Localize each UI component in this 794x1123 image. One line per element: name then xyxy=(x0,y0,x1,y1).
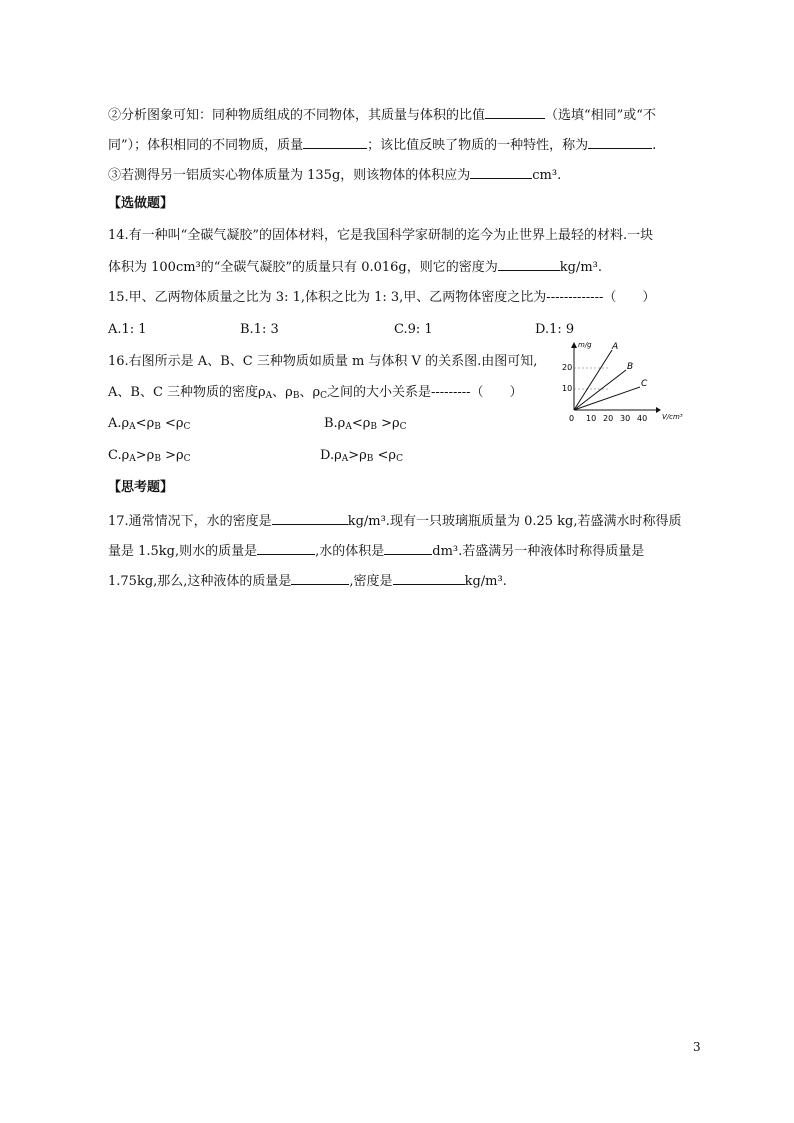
q16-text: A、B、C 三种物质的密度ρ xyxy=(108,385,266,400)
q13-text: cm³. xyxy=(532,168,562,183)
q13-text: 同”）；体积相同的不同物质，质量 xyxy=(108,138,304,153)
subscript: A xyxy=(345,422,352,432)
q13-text: ②分析图象可知：同种物质组成的不同物体，其质量与体积的比值 xyxy=(108,108,486,123)
subscript: B xyxy=(154,454,161,464)
subscript: C xyxy=(399,422,407,432)
line-b-label: B xyxy=(627,362,634,372)
answer-blank[interactable] xyxy=(384,540,432,555)
q14-text: 体积为 100cm³的“全碳气凝胶”的质量只有 0.016g，则它的密度为 xyxy=(108,260,498,275)
option-text: <ρ xyxy=(373,448,397,463)
section-heading-think: 【思考题】 xyxy=(108,480,174,495)
x-tick-label: 0 xyxy=(569,414,575,423)
option-text: A.ρ xyxy=(108,416,130,431)
option-text: >ρ xyxy=(348,448,367,463)
x-tick-label: 20 xyxy=(603,414,614,423)
subscript: C xyxy=(183,454,191,464)
x-tick-label: 40 xyxy=(637,414,648,423)
q16-text: 、ρ xyxy=(299,385,321,400)
q13-text: ③若测得另一铝质实心物体质量为 135g，则该物体的体积应为 xyxy=(108,168,471,183)
subscript: C xyxy=(183,422,191,432)
subscript: B xyxy=(370,422,377,432)
subscript: C xyxy=(320,391,327,401)
option-text: <ρ xyxy=(135,416,155,431)
subscript: A xyxy=(341,454,349,464)
q13-part2-line1 xyxy=(108,104,656,126)
q15-option-b[interactable]: B.1: 3 xyxy=(240,322,279,337)
q17-text: kg/m³. xyxy=(464,574,507,589)
q17-line3 xyxy=(108,570,507,592)
line-b xyxy=(574,370,626,410)
answer-blank[interactable] xyxy=(257,540,315,555)
answer-blank[interactable] xyxy=(498,256,560,271)
q15-stem: 15.甲、乙两物体质量之比为 3: 1,体积之比为 1: 3,甲、乙两物体密度之比为-------------（ ） xyxy=(108,290,656,305)
q13-text: . xyxy=(652,138,657,153)
q17-text: kg/m³.现有一只玻璃瓶质量为 0.25 kg,若盛满水时称得质 xyxy=(347,514,682,529)
option-text: B.ρ xyxy=(324,416,346,431)
subscript: C xyxy=(396,454,403,464)
answer-blank[interactable] xyxy=(291,570,349,585)
q15-option-d[interactable]: D.1: 9 xyxy=(535,322,575,337)
answer-blank[interactable] xyxy=(485,104,545,119)
q13-part3-line xyxy=(108,164,561,186)
q16-option-d[interactable] xyxy=(320,446,403,469)
q14-line1: 14.有一种叫“全碳气凝胶”的固体材料，它是我国科学家研制的迄今为止世界上最轻的材料.一块 xyxy=(108,228,654,243)
option-text: C.ρ xyxy=(108,448,130,463)
section-heading-optional: 【选做题】 xyxy=(108,196,174,211)
subscript: A xyxy=(129,454,136,464)
answer-blank[interactable] xyxy=(470,164,532,179)
answer-blank[interactable] xyxy=(303,134,367,149)
option-text: <ρ xyxy=(160,416,184,431)
option-text: D.ρ xyxy=(320,448,342,463)
subscript: B xyxy=(154,422,161,432)
q17-text: 1.75kg,那么,这种液体的质量是 xyxy=(108,574,292,589)
q17-line2 xyxy=(108,540,644,562)
subscript: B xyxy=(366,454,374,464)
q17-text: 量是 1.5kg,则水的质量是 xyxy=(108,544,258,559)
q17-text: 17.通常情况下，水的密度是 xyxy=(108,514,272,529)
q17-text: ,水的体积是 xyxy=(315,544,385,559)
q15-option-a[interactable]: A.1: 1 xyxy=(108,322,147,337)
q16-option-b[interactable] xyxy=(324,414,407,437)
q17-text: ,密度是 xyxy=(349,574,393,589)
mass-volume-graph xyxy=(560,336,695,428)
subscript: B xyxy=(292,391,300,401)
q16-option-c[interactable] xyxy=(108,446,191,469)
y-axis-arrow xyxy=(571,342,577,348)
option-text: <ρ xyxy=(351,416,371,431)
y-axis-label: m/g xyxy=(578,341,592,349)
y-tick-label: 10 xyxy=(562,384,573,393)
q13-text: （选填“相同”或“不 xyxy=(545,108,656,123)
option-text: >ρ xyxy=(160,448,184,463)
answer-blank[interactable] xyxy=(393,570,465,585)
y-tick-label: 20 xyxy=(562,363,573,372)
answer-blank[interactable] xyxy=(272,510,348,525)
line-c-label: C xyxy=(641,379,648,389)
q16-text: 之间的大小关系是---------（ ） xyxy=(327,385,523,400)
q13-part2-line2 xyxy=(108,134,656,156)
q16-text: 、ρ xyxy=(272,385,293,400)
q14-text: kg/m³. xyxy=(559,260,602,275)
option-text: >ρ xyxy=(135,448,155,463)
q14-line2 xyxy=(108,256,602,278)
x-tick-label: 30 xyxy=(620,414,631,423)
x-axis-arrow xyxy=(656,407,661,413)
option-text: >ρ xyxy=(377,416,400,431)
q17-line1 xyxy=(108,510,681,532)
q13-text: ；该比值反映了物质的一种特性，称为 xyxy=(367,138,589,153)
page-number: 3 xyxy=(693,1040,701,1054)
answer-blank[interactable] xyxy=(588,134,652,149)
q16-line1: 16.右图所示是 A、B、C 三种物质如质量 m 与体积 V 的关系图.由图可知, xyxy=(108,354,538,369)
line-a xyxy=(574,350,612,410)
q17-text: dm³.若盛满另一种液体时称得质量是 xyxy=(432,544,645,559)
q16-line2 xyxy=(108,383,523,406)
q16-option-a[interactable] xyxy=(108,414,190,437)
x-axis-label: V/cm³ xyxy=(662,413,683,421)
line-a-label: A xyxy=(612,342,619,352)
x-tick-label: 10 xyxy=(586,414,597,423)
subscript: A xyxy=(265,391,273,401)
line-c xyxy=(574,387,640,410)
subscript: A xyxy=(129,422,136,432)
q15-option-c[interactable]: C.9: 1 xyxy=(394,322,433,337)
